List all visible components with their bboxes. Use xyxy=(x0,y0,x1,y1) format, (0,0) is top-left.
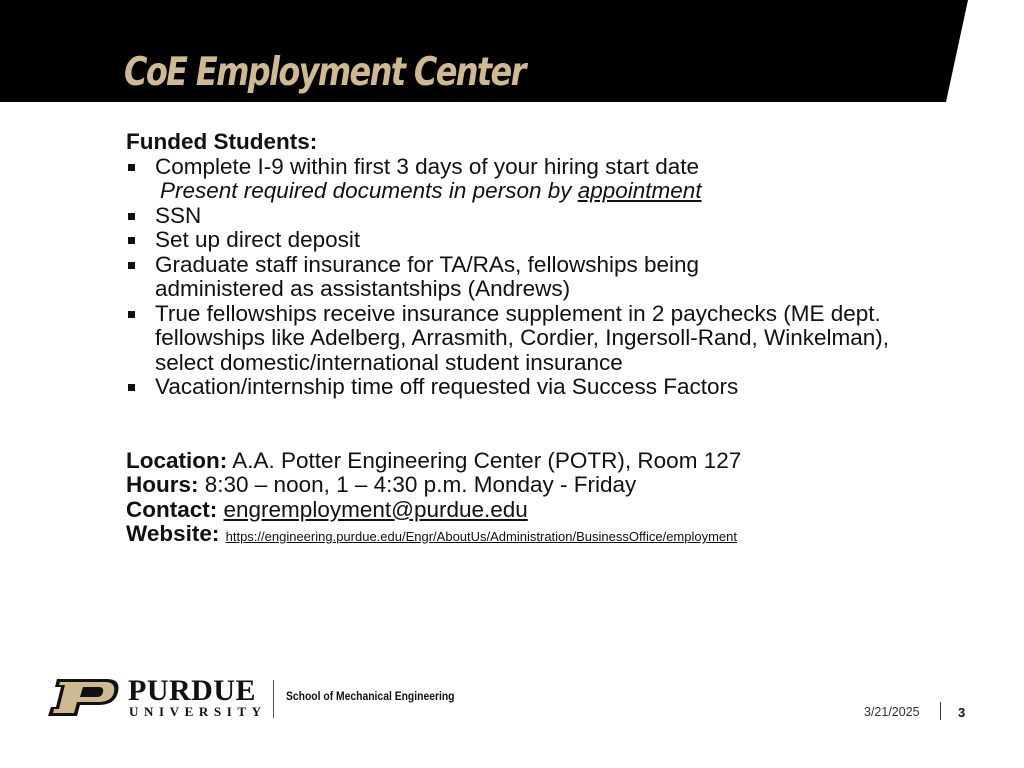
purdue-motion-p-icon xyxy=(47,678,121,718)
header-bar xyxy=(0,0,1024,102)
appointment-link[interactable]: appointment xyxy=(577,178,702,203)
contact-label: Contact: xyxy=(126,496,218,522)
list-item xyxy=(126,204,986,229)
square-bullet-icon xyxy=(128,311,135,318)
sub-note-text: Present required documents in person by xyxy=(160,178,578,203)
bullet-list xyxy=(126,155,986,400)
list-item-text: SSN xyxy=(155,202,202,228)
sub-note xyxy=(155,179,986,204)
list-item-text: Complete I-9 within first 3 days of your hiring start date xyxy=(155,153,699,179)
logo-divider xyxy=(273,680,274,718)
location-row xyxy=(126,449,986,474)
list-item-text: Graduate staff insurance for TA/RAs, fellowships being administered as assistantships (Andrews) xyxy=(155,251,700,301)
contact-row xyxy=(126,498,986,523)
contact-email-link[interactable]: engremployment@purdue.edu xyxy=(223,496,528,522)
location-value: A.A. Potter Engineering Center (POTR), Room 127 xyxy=(227,447,742,473)
logo-university-text: UNIVERSITY xyxy=(129,704,267,719)
website-label: Website: xyxy=(126,521,220,546)
purdue-logo xyxy=(47,676,467,726)
list-item-text: Vacation/internship time off requested via Success Factors xyxy=(155,374,739,399)
school-name: School of Mechanical Engineering xyxy=(286,691,455,703)
section-heading: Funded Students: xyxy=(126,129,318,154)
list-item-text: Set up direct deposit xyxy=(155,227,361,252)
list-item xyxy=(126,375,986,400)
square-bullet-icon xyxy=(128,262,135,269)
slide-content xyxy=(126,130,986,550)
hours-value: 8:30 – noon, 1 – 4:30 p.m. Monday - Friday xyxy=(198,472,637,497)
list-item xyxy=(126,155,986,204)
square-bullet-icon xyxy=(128,213,135,220)
website-link[interactable]: https://engineering.purdue.edu/Engr/AboutUs/Administration/BusinessOffice/employment xyxy=(225,529,738,544)
list-item-text: True fellowships receive insurance supplement in 2 paychecks (ME dept. fellowships like Adelberg, Arrasmith, Cordier, Ingersoll-Rand, Winkelman), select domestic/international student insurance xyxy=(155,300,890,375)
footer-divider xyxy=(940,702,941,720)
square-bullet-icon xyxy=(128,164,135,171)
contact-info xyxy=(126,449,986,550)
list-item xyxy=(126,228,986,253)
logo-purdue-text: PURDUE xyxy=(128,674,256,707)
square-bullet-icon xyxy=(128,384,135,391)
hours-row xyxy=(126,473,986,498)
website-row xyxy=(126,522,986,550)
slide-number: 3 xyxy=(958,705,966,720)
square-bullet-icon xyxy=(128,237,135,244)
location-label: Location: xyxy=(126,447,228,473)
page-title: CoE Employment Center xyxy=(124,50,525,95)
list-item xyxy=(126,253,815,302)
slide-date: 3/21/2025 xyxy=(864,705,920,719)
list-item xyxy=(126,302,895,376)
hours-label: Hours: xyxy=(126,472,199,497)
